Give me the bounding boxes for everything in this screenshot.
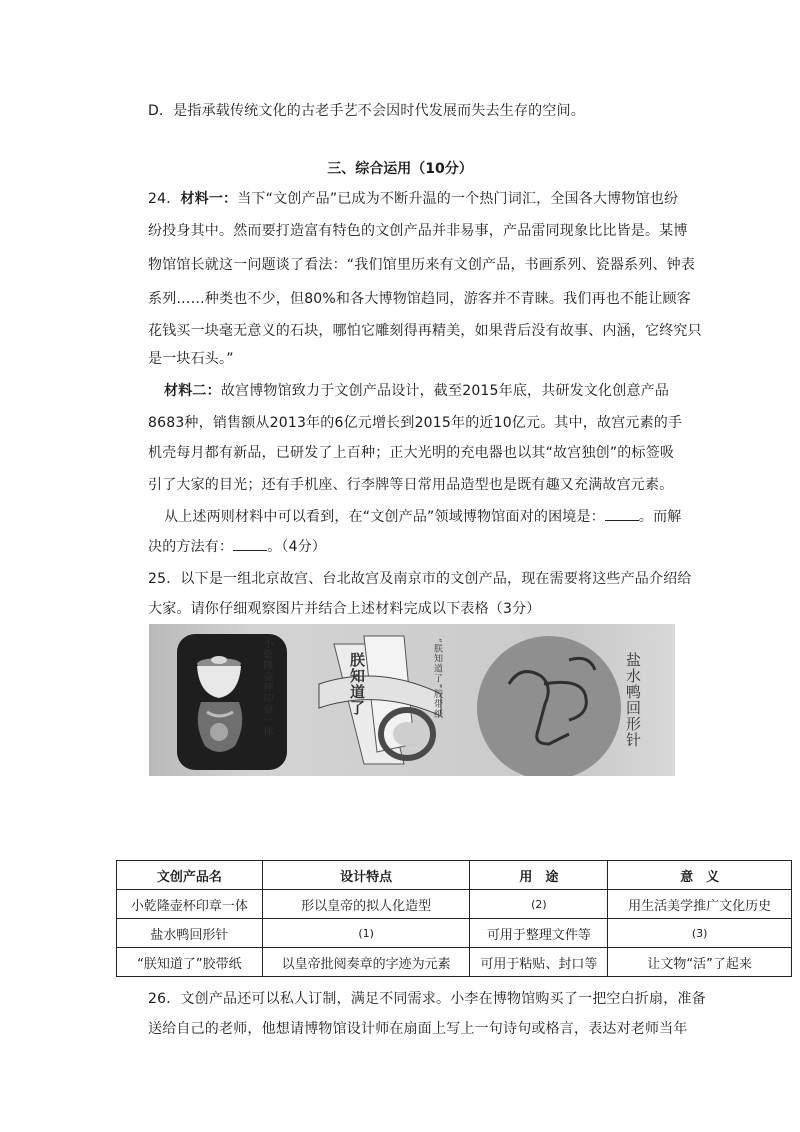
table-cell[interactable]: (3) <box>608 919 792 948</box>
option-d: D．是指承载传统文化的古老手艺不会因时代发展而失去生存的空间。 <box>148 103 585 119</box>
q24-question-text: 。（4分） <box>267 539 327 555</box>
q24-question-text: 决的方法有： <box>148 539 234 555</box>
material2-line: 8683种，销售额从2013年的6亿元增长到2015年的近10亿元。其中，故宫元素的手 <box>148 415 683 431</box>
table-cell: 用生活美学推广文化历史 <box>608 890 792 919</box>
product-table <box>116 860 792 977</box>
clip-caption: 盐水鸭回形针 <box>624 652 642 748</box>
material2-line: 故宫博物馆致力于文创产品设计，截至2015年底，共研发文化创意产品 <box>220 383 670 399</box>
teapot-caption: 小乾隆壶杯印章一体 <box>261 638 272 737</box>
table-cell: 形以皇帝的拟人化造型 <box>262 890 470 919</box>
table-cell: 可用于整理文件等 <box>470 919 608 948</box>
section-title: 三、综合运用（10分） <box>327 161 473 177</box>
table-cell[interactable]: (2) <box>470 890 608 919</box>
table-cell[interactable]: (1) <box>262 919 470 948</box>
teapot-image <box>197 656 242 752</box>
clip-photo-bg <box>477 636 621 776</box>
tape-image <box>319 636 441 764</box>
table-row <box>117 919 792 948</box>
table-cell: 以皇帝批阅奏章的字迹为元素 <box>262 948 470 977</box>
table-header: 设计特点 <box>262 861 470 890</box>
q26-line-1: 26．文创产品还可以私人订制，满足不同需求。小李在博物馆购买了一把空白折扇，准备 <box>148 991 706 1007</box>
table-cell: 让文物“活”了起来 <box>608 948 792 977</box>
table-cell: “朕知道了”胶带纸 <box>117 948 263 977</box>
table-header-row <box>117 861 792 890</box>
table-row <box>117 948 792 977</box>
answer-blank[interactable] <box>605 508 639 521</box>
q24-question-text: 。而解 <box>638 509 682 525</box>
answer-blank[interactable] <box>233 538 267 551</box>
tape-print-text: 朕知道了 <box>348 652 366 716</box>
material2-line: 引了大家的目光；还有手机座、行李牌等日常用品造型也是既有趣又充满故宫元素。 <box>148 477 674 493</box>
q24-line-1 <box>148 188 678 208</box>
product-photo-strip <box>149 624 675 776</box>
q26-line-2: 送给自己的老师，他想请博物馆设计师在扇面上写上一句诗句或格言，表达对老师当年 <box>148 1021 688 1037</box>
material1-line: 物馆馆长就这一问题谈了看法：“我们馆里历来有文创产品，书画系列、瓷器系列、钟表 <box>148 257 696 273</box>
q24-question-line-2 <box>148 536 326 556</box>
table-cell: 可用于粘贴、封口等 <box>470 948 608 977</box>
table-header: 意 义 <box>608 861 792 890</box>
table-row <box>117 890 792 919</box>
material1-line: 当下“文创产品”已成为不断升温的一个热门词汇，全国各大博物馆也纷 <box>237 191 679 207</box>
material2-line: 机壳每月都有新品，已研发了上百种；正大光明的充电器也以其“故宫独创”的标签吸 <box>148 445 675 461</box>
material1-line: 系列……种类也不少，但80%和各大博物馆趋同，游客并不青睐。我们再也不能让顾客 <box>148 291 691 307</box>
material2-line-1 <box>164 380 669 400</box>
table-cell: 盐水鸭回形针 <box>117 919 263 948</box>
material2-label: 材料二： <box>164 383 221 399</box>
material1-line: 花钱买一块毫无意义的石块，哪怕它雕刻得再精美，如果背后没有故事、内涵，它终究只 <box>148 323 702 339</box>
material1-line: 纷投身其中。然而要打造富有特色的文创产品并非易事，产品雷同现象比比皆是。某博 <box>148 223 688 239</box>
product-photos <box>149 624 675 776</box>
q24-question-text: 从上述两则材料中可以看到，在“文创产品”领域博物馆面对的困境是： <box>164 509 605 525</box>
table-cell: 小乾隆壶杯印章一体 <box>117 890 263 919</box>
material1-line: 是一块石头。” <box>148 351 234 367</box>
q25-line-2: 大家。请你仔细观察图片并结合上述材料完成以下表格（3分） <box>148 601 541 617</box>
q24-number: 24． <box>148 191 181 207</box>
table-header: 文创产品名 <box>117 861 263 890</box>
q25-line-1: 25．以下是一组北京故宫、台北故宫及南京市的文创产品，现在需要将这些产品介绍给 <box>148 571 692 587</box>
tape-caption: “朕知道了”胶带纸 <box>432 638 442 720</box>
material1-label: 材料一： <box>180 191 238 207</box>
table-header: 用 途 <box>470 861 608 890</box>
q24-question-line-1 <box>164 506 682 526</box>
